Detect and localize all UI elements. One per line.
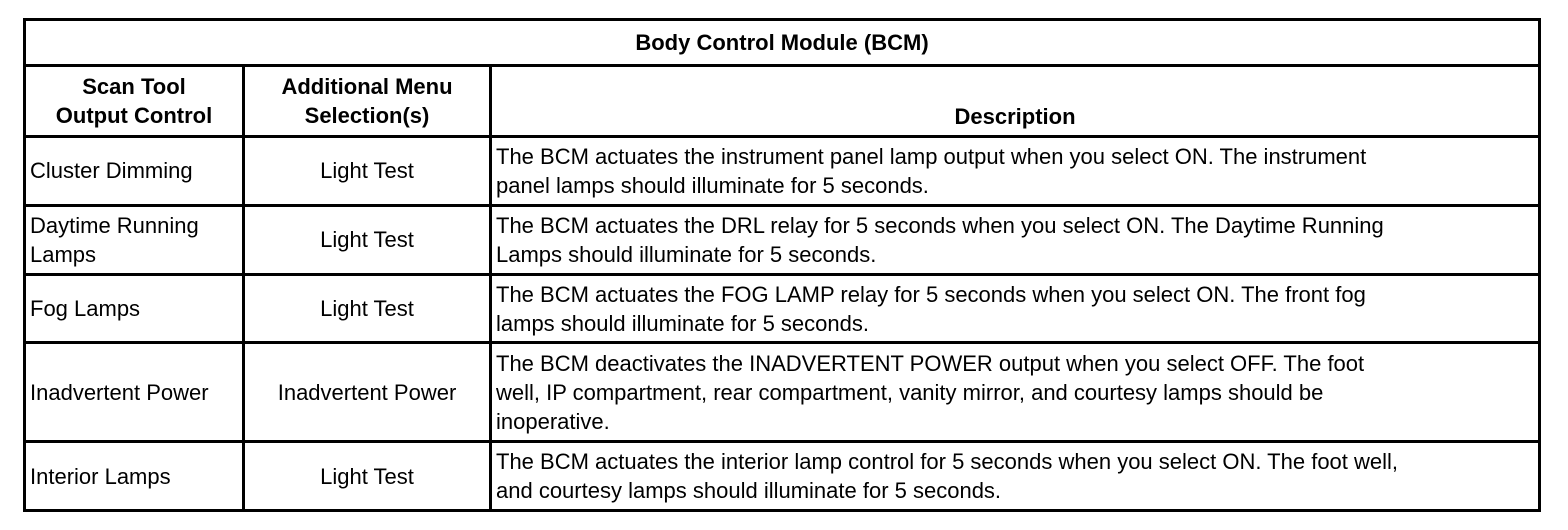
cell-line: Interior Lamps (30, 463, 171, 489)
menu-selection-cell: Light Test (244, 205, 491, 274)
cell-line: Fog Lamps (30, 296, 141, 322)
cell-line: Daytime Running (30, 212, 199, 238)
cell-line: The BCM actuates the interior lamp control for 5 seconds when you select ON. The foot well, (496, 449, 1399, 475)
table-title: Body Control Module (BCM) (25, 20, 1540, 66)
description-cell (491, 442, 1540, 511)
cell-line: The BCM actuates the FOG LAMP relay for 5 seconds when you select ON. The front fog (496, 281, 1366, 307)
menu-selection-cell: Inadvertent Power (244, 343, 491, 442)
description-cell (491, 274, 1540, 343)
menu-selection-cell: Light Test (244, 137, 491, 206)
cell-line: Cluster Dimming (30, 158, 193, 184)
table-row (25, 442, 1540, 511)
cell-line: Lamps should illuminate for 5 seconds. (496, 241, 877, 267)
cell-line: Inadvertent Power (30, 379, 209, 405)
cell-line: inoperative. (496, 408, 610, 434)
cell-line: lamps should illuminate for 5 seconds. (496, 310, 869, 336)
header-scan-tool-output-control (25, 66, 244, 137)
table-row (25, 137, 1540, 206)
menu-selection-cell: Light Test (244, 274, 491, 343)
output-control-cell (25, 343, 244, 442)
table-row (25, 205, 1540, 274)
cell-line: panel lamps should illuminate for 5 seconds. (496, 172, 929, 198)
header-line: Output Control (55, 103, 213, 128)
header-line: Additional Menu (281, 74, 453, 99)
description-cell (491, 205, 1540, 274)
cell-line: well, IP compartment, rear compartment, vanity mirror, and courtesy lamps should be (496, 379, 1324, 405)
table-row (25, 274, 1540, 343)
cell-line: Lamps (30, 241, 97, 267)
description-cell (491, 137, 1540, 206)
header-line: Scan Tool (82, 74, 186, 99)
output-control-cell (25, 274, 244, 343)
output-control-cell (25, 442, 244, 511)
cell-line: and courtesy lamps should illuminate for 5 seconds. (496, 478, 1002, 504)
output-control-cell (25, 137, 244, 206)
table-header-row (25, 66, 1540, 137)
table-row (25, 343, 1540, 442)
table-title-row (25, 20, 1540, 66)
header-description: Description (491, 66, 1540, 137)
header-additional-menu-selections (244, 66, 491, 137)
cell-line: The BCM actuates the instrument panel lamp output when you select ON. The instrument (496, 143, 1367, 169)
cell-line: The BCM actuates the DRL relay for 5 seconds when you select ON. The Daytime Running (496, 212, 1384, 238)
header-line: Selection(s) (304, 103, 430, 128)
description-cell (491, 343, 1540, 442)
menu-selection-cell: Light Test (244, 442, 491, 511)
bcm-output-control-table (23, 18, 1541, 512)
cell-line: The BCM deactivates the INADVERTENT POWER output when you select OFF. The foot (496, 350, 1365, 376)
output-control-cell (25, 205, 244, 274)
